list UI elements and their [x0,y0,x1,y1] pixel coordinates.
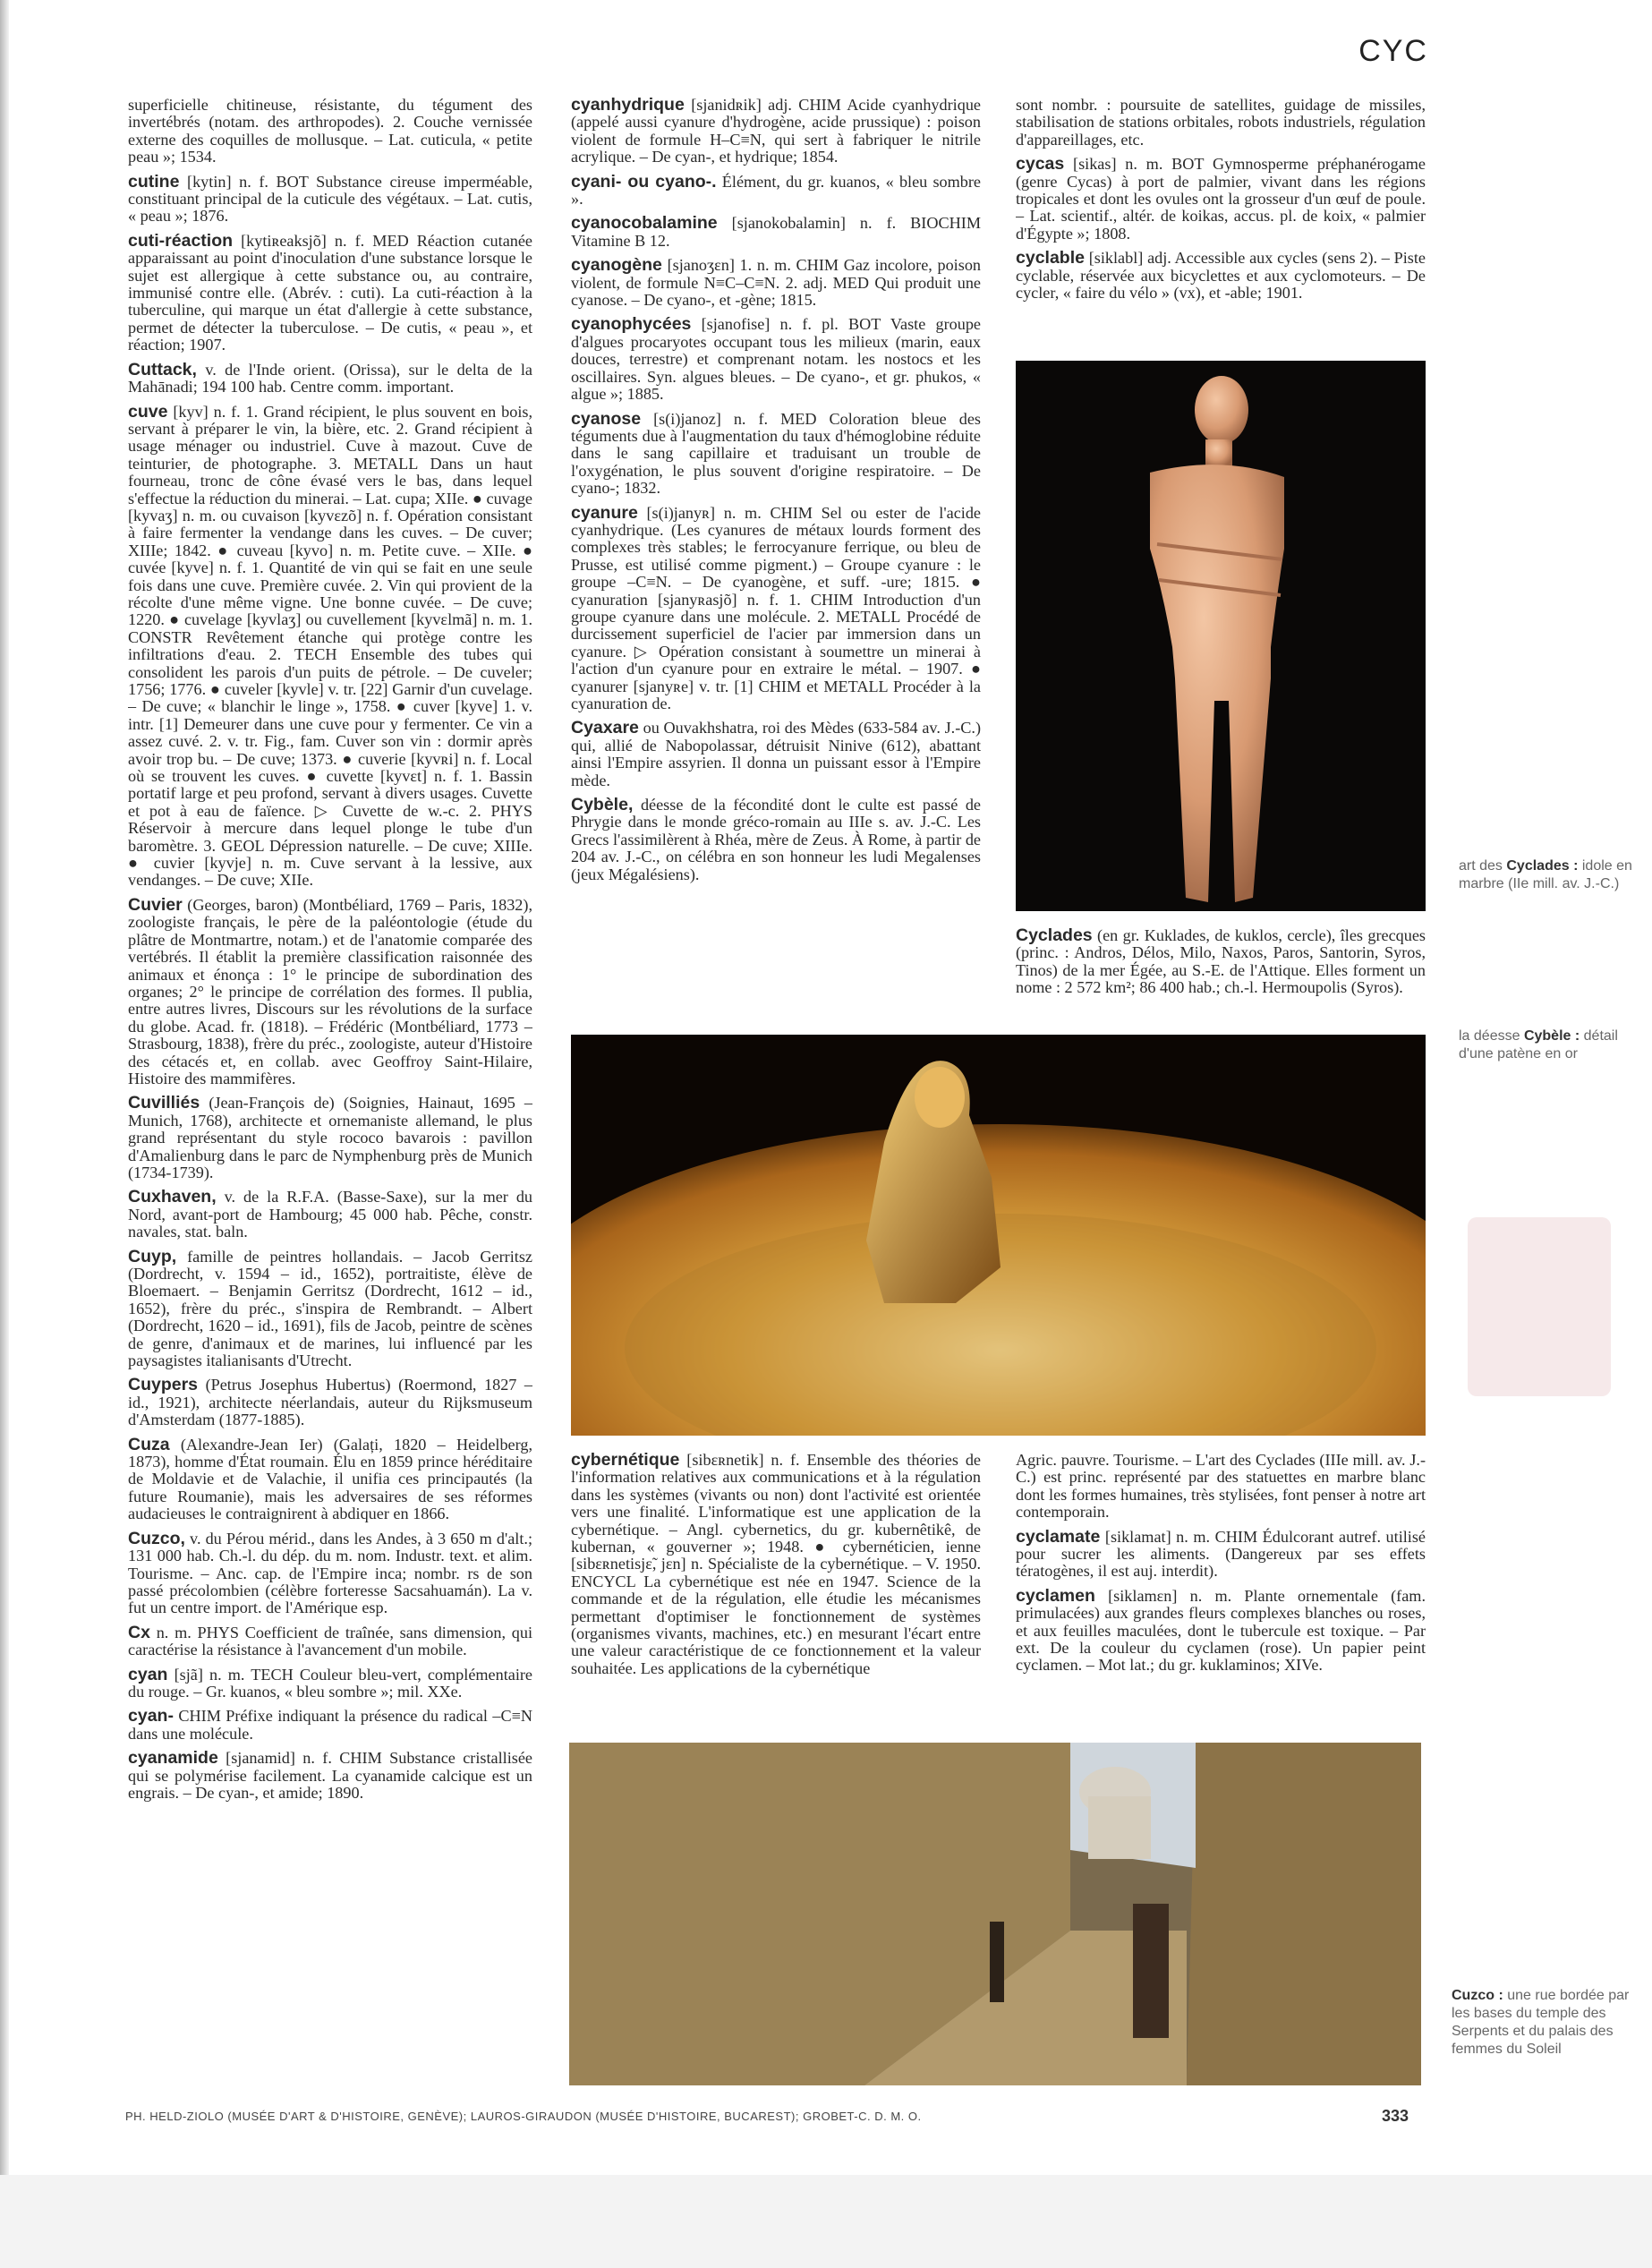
entry-headword: Cuvier [128,894,183,915]
dictionary-entry [128,1095,532,1181]
dictionary-entry [128,1530,532,1617]
entry-definition: Agric. pauvre. Tourisme. – L'art des Cyclades (IIIe mill. av. J.-C.) est princ. représenté par des statuettes en marbre blanc dont les formes humaines, très stylisées, font penser à notre art contemporain. [1016,1452,1426,1522]
entry-headword: Cx [128,1622,150,1642]
entry-headword: cuti-réaction [128,230,234,251]
entry-definition: ou Ouvakhshatra, roi des Mèdes (633-584 av. J.-C.) qui, allié de Nabopolassar, détruisit Ninive (612), abattant ainsi l'Empire assyrien. Il donna un puissant essor à l'Empire mède. [571,719,981,789]
entry-headword: cyanamide [128,1748,218,1769]
entry-definition: [sjanokobalamin] n. f. BIOCHIM Vitamine B 12. [571,214,981,250]
entry-headword: Cuzco, [128,1528,185,1548]
entry-headword: Cuttack, [128,359,197,379]
entry-definition: déesse de la fécondité dont le culte est passé de Phrygie dans le monde gréco-romain au IIIe s. av. J.-C. Les Grecs l'assimilèrent à Rhéa, mère de Zeus. À Rome, à partir de 204 av. J.-C., on célébra en son honneur les ludi Megalenses (jeux Mégalésiens). [571,796,981,883]
dictionary-entry [128,894,532,1087]
dictionary-entry [128,1189,532,1241]
show-through-mark [1468,1217,1611,1396]
entry-definition: [kyv] n. f. 1. Grand récipient, le plus souvent en bois, servant à préparer le vin, la bière, etc. 2. Grand récipient à usage ménager ou industriel. Cuve à mazout. Cuve de teinturier, de photographe. 3. METALL Dans un haut fourneau, tronc de cône évasé vers le bas, dans lequel s'effectue la réduction du minerai. – Lat. cupa; XIIe. ● cuvage [kyvaʒ] n. m. ou cuvaison [kyvɛzõ] n. f. Opération consistant à faire fermenter la vendange dans les cuves. – De cuver; XIIIe; 1842. ● cuveau [kyvo] n. m. Petite cuve. – XIIe. ● cuvée [kyve] n. f. 1. Quantité de vin qui se fait en une seule fois dans une cuve. Première cuvée. 2. Vin qui provient de la récolte d'une même vigne. Une bonne cuvée. – De cuve; 1220. ● cuvelage [kyvlaʒ] ou cuvellement [kyvɛlmã] n. m. 1. CONSTR Revêtement étanche qui protège contre les infiltrations d'eau. 2. TECH Ensemble des tubes qui consolident les parois d'un puits de pétrole. – De cuveler; 1756; 1776. ● cuveler [kyvle] v. tr. [22] Garnir d'un cuvelage. – De cuve; « blanchir le linge », 1758. ● cuver [kyve] 1. v. intr. [1] Demeurer dans une cuve pour y fermenter. Ce vin a assez cuvé. 2. v. tr. Fig., fam. Cuver son vin : dormir après avoir trop bu. – De cuve; 1373. ● cuverie [kyvʀi] n. f. Local où se trouvent les cuves. ● cuvette [kyvɛt] n. f. 1. Bassin portatif large et peu profond, servant à divers usages. Cuvette et pot à eau de faïence. ▷ Cuvette de w.-c. 2. PHYS Réservoir à mercure dans lequel plonge le tube d'un baromètre. 3. GEOL Dépression naturelle. – De cuve; XIIIe. ● cuvier [kyvje] n. m. Cuve servant à la lessive, aux vendanges. – De cuve; XIIe. [128,402,532,890]
entry-headword: cyanogène [571,255,662,276]
entry-headword: cyanocobalamine [571,213,718,234]
middle-column-top [571,97,981,1022]
entry-headword: Cyaxare [571,718,639,738]
entry-definition: [sibɛʀnetik] n. f. Ensemble des théories de l'information relatives aux communications et à la régulation dans les systèmes (vivants ou non) dont l'activité est orientée vers une finalité. L'informatique est une application de la cybernétique. – Angl. cybernetics, du gr. kubernêtikê, de kubernan, « gouverner »; 1948. ● cybernéticien, ienne [sibɛʀnetisjɛ̃, jɛn] n. Spécialiste de la cybernétique. – V. 1950. ENCYCL La cybernétique est née en 1947. Science de la commande et de la régulation, elle étudie les mécanismes permettant d'optimiser le fonctionnement de systèmes (organismes vivants, machines, etc.) en mesurant l'écart entre une valeur caractéristique de ce fonctionnement et la valeur souhaitée. Les applications de la cybernétique [571,1452,981,1677]
scan-bottom-margin [0,2175,1652,2268]
entry-headword: Cuxhaven, [128,1187,217,1207]
entry-definition: [sjanoʒɛn] 1. n. m. CHIM Gaz incolore, poison violent, de formule N≡C–C≡N. 2. adj. MED Qui produit une cyanose. – De cyano-, et -gène; 1815. [571,256,981,310]
dictionary-entry [128,1624,532,1659]
dictionary-entry [128,401,532,890]
entry-definition: CHIM Préfixe indiquant la présence du radical –C≡N dans une molécule. [128,1707,532,1743]
entry-definition: n. m. PHYS Coefficient de traînée, sans dimension, qui caractérise la résistance à l'avancement d'un mobile. [128,1623,532,1659]
dictionary-entry [1016,1452,1426,1522]
entry-headword: cyan- [128,1706,174,1727]
entry-definition: Élément, du gr. kuanos, « bleu sombre ». [571,172,981,209]
entry-definition: v. de la R.F.A. (Basse-Saxe), sur la mer du Nord, avant-port de Hambourg; 45 000 hab. Pêche, constr. navales, stat. baln. [128,1188,532,1241]
entry-headword: cutine [128,171,180,192]
dictionary-entry [128,1664,532,1701]
entry-definition: (Jean-François de) (Soignies, Hainaut, 1695 – Munich, 1768), architecte et ornemaniste allemand, le plus grand représentant du style rococo bavarois : pavillon d'Amalienburg dans le parc de Nymphenburg près de Munich (1734-1739). [128,1094,532,1181]
dictionary-entry [1016,1585,1426,1675]
entry-headword: cycas [1016,154,1065,175]
entry-headword: cyclamen [1016,1585,1095,1606]
caption-cybele: la déesse Cybèle : détail d'une patène en or [1459,1028,1618,1062]
dictionary-entry [571,97,981,166]
entry-definition: [sikas] n. m. BOT Gymnosperme préphanérogame (genre Cycas) à port de palmier, vivant dans les régions tropicales et dont les ovules ont la grosseur d'un œuf de poule. – Lat. scientif., altér. de koikas, accus. pl. de koix, « palmier d'Égypte »; 1808. [1016,155,1426,243]
dictionary-entry [571,1452,981,1677]
entry-headword: Cuypers [128,1375,199,1395]
entry-headword: cyanophycées [571,314,692,335]
entry-definition: (Alexandre-Jean Ier) (Galați, 1820 – Heidelberg, 1873), homme d'État roumain. Élu en 1859 prince héréditaire de Moldavie et de Valachie, il unifia ces principautés (la future Roumanie), mais les adversaires de ses réformes audacieuses le contraignirent à abdiquer en 1866. [128,1435,532,1523]
dictionary-entry [1016,156,1426,243]
entry-headword: cyan [128,1664,168,1684]
dictionary-entry [571,171,981,209]
dictionary-entry [128,97,532,166]
entry-headword: cuve [128,401,168,422]
entry-definition: superficielle chitineuse, résistante, du tégument des invertébrés (notam. des arthropodes). 2. Couche vernissée externe des coquilles de mollusque. – Lat. cuticula, « petite peau »; 1534. [128,97,532,166]
entry-headword: cyclamate [1016,1526,1101,1547]
entry-definition: famille de peintres hollandais. – Jacob Gerritsz (Dordrecht, v. 1594 – id., 1652), portraitiste, élève de Bloemaert. – Benjamin Gerritsz (Dordrecht, 1612 – id., 1652), frère du préc., s'inspira de Rembrandt. – Albert (Dordrecht, 1620 – id., 1691), fils de Jacob, peintre de scènes de genre, d'animaux et de marines, lui influencé par les paysagistes italianisants d'Utrecht. [128,1247,532,1370]
dictionary-entry [128,171,532,226]
dictionary-entry [571,316,981,403]
patera-image [571,1035,1426,1436]
page-edge-shadow [0,0,9,2268]
page-number: 333 [1382,2107,1409,2125]
caption-cuzco: Cuzco : une rue bordée par les bases du temple des Serpents et du palais des femmes du Soleil [1452,1988,1630,2057]
right-column-top [1016,97,1426,352]
entry-definition: [kytiʀeaksjõ] n. f. MED Réaction cutanée apparaissant au point d'inoculation d'une substance lorsque le sujet est allergique à cette substance ou, au contraire, immunisé contre elle. (Abrév. : cuti). La cuti-réaction à la tuberculine, qui marque un état d'allergie à cette substance, permet de détecter la tuberculose. – De cutis, « peau », et réaction; 1907. [128,231,532,354]
entry-headword: Cuyp, [128,1246,177,1266]
dictionary-entry [1016,250,1426,302]
dictionary-entry [571,408,981,498]
cyclades-statuette-photo [1016,361,1426,911]
dictionary-entry [128,359,532,396]
entry-headword: cyanhydrique [571,97,685,115]
dictionary-entry [571,797,981,883]
entry-headword: cybernétique [571,1452,680,1470]
entry-headword: Cuvilliés [128,1093,200,1113]
entry-definition: [sjã] n. m. TECH Couleur bleu-vert, complémentaire du rouge. – Gr. kuanos, « bleu sombre »; mil. XXe. [128,1665,532,1701]
entry-definition: v. de l'Inde orient. (Orissa), sur le delta de la Mahānadi; 194 100 hab. Centre comm. important. [128,360,532,396]
left-column [128,97,532,2093]
entry-definition: [siklamɛn] n. m. Plante ornementale (fam. primulacées) aux grandes fleurs complexes blanches ou roses, et aux feuilles maculées, dont le tubercule est toxique. – Par ext. De la couleur du cyclamen (rose). Un papier peint cyclamen. – Mot lat.; du gr. kuklaminos; XIVe. [1016,1586,1426,1675]
dictionary-entry [128,1434,532,1523]
dictionary-entry [1016,97,1426,149]
cybele-patera-photo [571,1035,1426,1436]
guideword-header: CYC [1358,34,1428,68]
entry-definition: [s(i)janoz] n. f. MED Coloration bleue des téguments due à l'augmentation du taux d'hémoglobine réduite dans le sang capillaire et traduisant un trouble de l'oxygénation, le plus souvent d'origine respiratoire. – De cyano-; 1832. [571,409,981,498]
caption-cyclades: art des Cyclades : idole en marbre (IIe mill. av. J.-C.) [1459,858,1632,891]
entry-definition: [sjanidʀik] adj. CHIM Acide cyanhydrique (appelé aussi cyanure d'hydrogène, acide prussique) : poison violent de formule H–C≡N, qui sert à fabriquer le nitrile acrylique. – De cyan-, et hydrique; 1854. [571,97,981,166]
dictionary-entry [571,257,981,309]
entry-headword: cyanose [571,408,642,429]
entry-definition: [kytin] n. f. BOT Substance cireuse imperméable, constituant principal de la cuticule des végétaux. – Lat. cutis, « peau »; 1876. [128,172,532,226]
entry-definition: [siklamat] n. m. CHIM Édulcorant autref. utilisé pour sucrer les aliments. (Dangereux par ses effets tératogènes, il est auj. interdit). [1016,1527,1426,1581]
dictionary-entry [128,230,532,354]
entry-definition: [sjanofise] n. f. pl. BOT Vaste groupe d'algues procaryotes occupant tous les milieux (marin, eaux douces, terrestre) et comprenant notam. les nostocs et les oscillaires. Syn. algues bleues. – De cyano-, et gr. phukos, « algue »; 1885. [571,315,981,404]
street-image [569,1743,1421,2085]
cuzco-street-photo [569,1743,1421,2085]
dictionary-entry [1016,1526,1426,1581]
entry-definition: (Petrus Josephus Hubertus) (Roermond, 1827 – id., 1921), architecte néerlandais, auteur du Rijksmuseum d'Amsterdam (1877-1885). [128,1376,532,1429]
dictionary-entry [128,1708,532,1743]
statuette-image [1016,361,1426,911]
dictionary-entry [128,1246,532,1370]
entry-definition: sont nombr. : poursuite de satellites, guidage de missiles, stabilisation de stations orbitales, robots industriels, régulation d'appareillages, etc. [1016,97,1426,149]
dictionary-entry [128,1377,532,1428]
photo-credits: PH. HELD-ZIOLO (MUSÉE D'ART & D'HISTOIRE, GENÈVE); LAUROS-GIRAUDON (MUSÉE D'HISTOIRE, BUCAREST); GROBET-C. D. M. O. [125,2110,922,2123]
dictionary-entry [1016,927,1426,997]
right-column-bottom [1016,1452,1426,1738]
dictionary-entry [571,502,981,713]
entry-definition: [sjanamid] n. f. CHIM Substance cristallisée qui se polymérise facilement. La cyanamide calcique est un engrais. – De cyan-, et amide; 1890. [128,1749,532,1802]
entry-definition: (Georges, baron) (Montbéliard, 1769 – Paris, 1832), zoologiste français, le père de la paléontologie (étude du plâtre de Montmartre, notam.) et de l'anatomie comparée des vertébrés. Il établit la première classification raisonnée des animaux et énonça : 1° le principe de subordination des organes; 2° le principe de corrélation des formes. Il publia, entre autres livres, Discours sur les révolutions de la surface du globe. Acad. fr. (1818). – Frédéric (Montbéliard, 1773 – Strasbourg, 1838), frère du préc., zoologiste, auteur d'Histoire des cétacés et, en collab. avec Geoffroy Saint-Hilaire, Histoire des mammifères. [128,895,532,1087]
entry-headword: Cuza [128,1434,170,1454]
entry-headword: Cyclades [1016,927,1093,945]
entry-definition: [siklabl] adj. Accessible aux cycles (sens 2). – Piste cyclable, réservée aux bicyclettes et aux cyclomoteurs. – De cycler, « faire du vélo » (vx), et -able; 1901. [1016,249,1426,303]
entry-definition: [s(i)janyʀ] n. m. CHIM Sel ou ester de l'acide cyanhydrique. (Les cyanures de métaux lourds forment des complexes très stables; le ferrocyanure ferrique, ou bleu de Prusse, est utilisé comme pigment.) – Groupe cyanure : le groupe –C≡N. – De cyanogène, et suff. -ure; 1815. ● cyanuration [sjanyʀasjõ] n. f. 1. CHIM Introduction d'un groupe cyanure dans une molécule. 2. METALL Procédé de durcissement superficiel de l'acier par immersion dans un cyanure. ▷ Opération consistant à soumettre un minerai à l'action d'un cyanure pour en extraire le métal. – 1907. ● cyanurer [sjanyʀe] v. tr. [1] CHIM et METALL Procéder à la cyanuration de. [571,503,981,712]
dictionary-entry [571,720,981,789]
entry-definition: (en gr. Kuklades, de kuklos, cercle), îles grecques (princ. : Andros, Délos, Milo, Naxos, Paros, Santorin, Syros, Tinos) de la mer Égée, au S.-E. de l'Attique. Elles forment un nome : 2 572 km²; 86 400 hab.; ch.-l. Hermoupolis (Syros). [1016,927,1426,997]
dictionary-entry [571,215,981,250]
entry-headword: cyani- ou cyano-. [571,171,717,192]
right-column-cyclades [1016,927,1426,1026]
entry-headword: Cybèle, [571,795,634,815]
middle-column-bottom [571,1452,981,1729]
entry-headword: cyanure [571,502,638,523]
entry-definition: v. du Pérou mérid., dans les Andes, à 3 650 m d'alt.; 131 000 hab. Ch.-l. du dép. du m. nom. Industr. text. et alim. Tourisme. – Anc. cap. de l'Empire inca; nombr. rs de son passé précolombien (célèbre forteresse Sacsahuamán). La v. fut un centre import. de l'Amérique esp. [128,1529,532,1617]
entry-headword: cyclable [1016,248,1085,269]
dictionary-entry [128,1750,532,1802]
